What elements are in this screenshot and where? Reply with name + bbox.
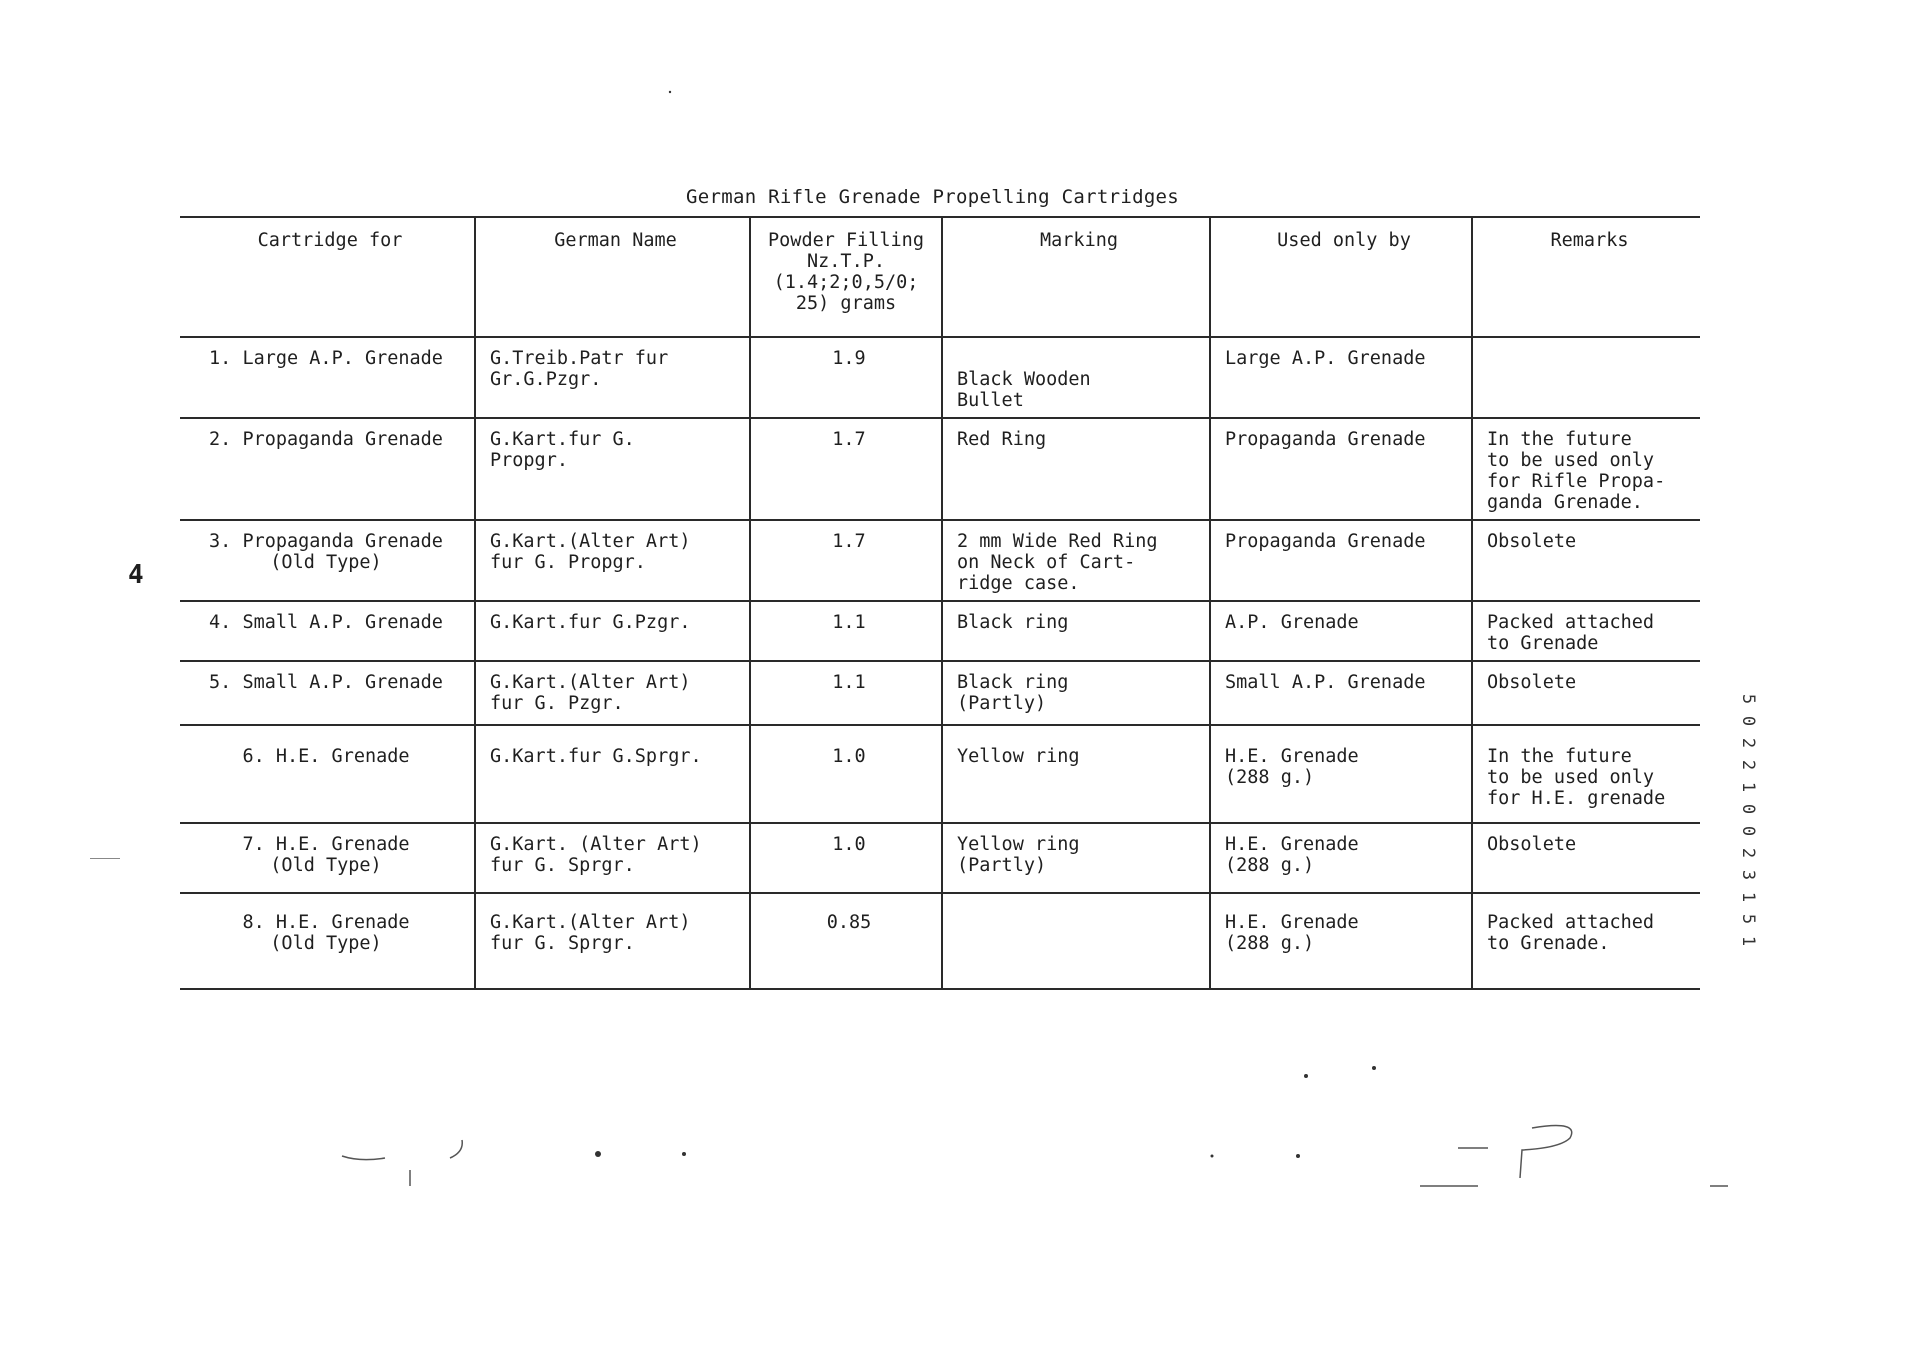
stamp-digit: 2 xyxy=(1738,737,1758,749)
cell-german-name: G.Kart. (Alter Art) fur G. Sprgr. xyxy=(475,823,750,893)
document-title: German Rifle Grenade Propelling Cartridges xyxy=(686,186,1180,208)
cell-used-by: Small A.P. Grenade xyxy=(1210,661,1472,725)
header-used-only-by: Used only by xyxy=(1210,217,1472,337)
cell-used-by: Propaganda Grenade xyxy=(1210,520,1472,601)
cell-cartridge: 4. Small A.P. Grenade xyxy=(180,601,475,661)
stamp-digit: 0 xyxy=(1738,715,1758,727)
scan-mark xyxy=(1520,1126,1572,1178)
scan-dot xyxy=(1372,1066,1376,1070)
cell-cartridge: 8. H.E. Grenade (Old Type) xyxy=(180,893,475,989)
cell-powder: 1.1 xyxy=(750,661,942,725)
cell-german-name: G.Kart.(Alter Art) fur G. Sprgr. xyxy=(475,893,750,989)
cell-remarks: Packed attached to Grenade xyxy=(1472,601,1700,661)
cell-marking: Red Ring xyxy=(942,418,1210,520)
cell-german-name: G.Treib.Patr fur Gr.G.Pzgr. xyxy=(475,337,750,418)
cell-cartridge: 5. Small A.P. Grenade xyxy=(180,661,475,725)
scan-dot xyxy=(669,91,671,93)
margin-handwritten-mark: 4 xyxy=(128,560,144,590)
cell-marking: 2 mm Wide Red Ring on Neck of Cart- ridge case. xyxy=(942,520,1210,601)
cell-used-by: H.E. Grenade (288 g.) xyxy=(1210,823,1472,893)
stamp-digit: 0 xyxy=(1738,825,1758,837)
cell-german-name: G.Kart.fur G.Sprgr. xyxy=(475,725,750,823)
header-powder-filling: Powder Filling Nz.T.P. (1.4;2;0,5/0; 25) grams xyxy=(750,217,942,337)
cell-remarks: Packed attached to Grenade. xyxy=(1472,893,1700,989)
stamp-digit: 1 xyxy=(1738,935,1758,947)
scan-dot xyxy=(1304,1074,1308,1078)
cell-cartridge: 1. Large A.P. Grenade xyxy=(180,337,475,418)
stamp-digit: 1 xyxy=(1738,891,1758,903)
stamp-digit: 0 xyxy=(1738,803,1758,815)
cell-powder: 1.9 xyxy=(750,337,942,418)
scan-dot xyxy=(595,1151,601,1157)
cell-german-name: G.Kart.fur G.Pzgr. xyxy=(475,601,750,661)
cell-german-name: G.Kart.(Alter Art) fur G. Pzgr. xyxy=(475,661,750,725)
cell-used-by: A.P. Grenade xyxy=(1210,601,1472,661)
cell-used-by: Large A.P. Grenade xyxy=(1210,337,1472,418)
cell-powder: 1.7 xyxy=(750,520,942,601)
scan-dot xyxy=(1211,1155,1214,1158)
stamp-digit: 3 xyxy=(1738,869,1758,881)
cell-marking: Black Wooden Bullet xyxy=(942,337,1210,418)
cell-used-by: Propaganda Grenade xyxy=(1210,418,1472,520)
cell-powder: 1.1 xyxy=(750,601,942,661)
stamp-digit: 2 xyxy=(1738,759,1758,771)
cell-powder: 1.0 xyxy=(750,725,942,823)
scan-dot xyxy=(682,1152,686,1156)
header-german-name: German Name xyxy=(475,217,750,337)
header-cartridge-for: Cartridge for xyxy=(180,217,475,337)
cell-used-by: H.E. Grenade (288 g.) xyxy=(1210,725,1472,823)
header-marking: Marking xyxy=(942,217,1210,337)
cell-german-name: G.Kart.fur G. Propgr. xyxy=(475,418,750,520)
cell-cartridge: 3. Propaganda Grenade (Old Type) xyxy=(180,520,475,601)
cell-marking: Black ring xyxy=(942,601,1210,661)
scan-dot xyxy=(1296,1154,1300,1158)
header-remarks: Remarks xyxy=(1472,217,1700,337)
stamp-digit: 2 xyxy=(1738,847,1758,859)
cell-used-by: H.E. Grenade (288 g.) xyxy=(1210,893,1472,989)
cell-powder: 1.0 xyxy=(750,823,942,893)
cell-remarks: Obsolete xyxy=(1472,520,1700,601)
cell-marking: Black ring (Partly) xyxy=(942,661,1210,725)
cell-remarks: Obsolete xyxy=(1472,823,1700,893)
stamp-digit: 1 xyxy=(1738,781,1758,793)
cell-cartridge: 6. H.E. Grenade xyxy=(180,725,475,823)
cell-cartridge: 2. Propaganda Grenade xyxy=(180,418,475,520)
scan-mark xyxy=(342,1156,385,1160)
cell-remarks: In the future to be used only for Rifle Propa- ganda Grenade. xyxy=(1472,418,1700,520)
cell-marking: Yellow ring xyxy=(942,725,1210,823)
cell-marking: Yellow ring (Partly) xyxy=(942,823,1210,893)
cell-german-name: G.Kart.(Alter Art) fur G. Propgr. xyxy=(475,520,750,601)
stamp-digit: 5 xyxy=(1738,913,1758,925)
cell-powder: 0.85 xyxy=(750,893,942,989)
cell-cartridge: 7. H.E. Grenade (Old Type) xyxy=(180,823,475,893)
cell-remarks: In the future to be used only for H.E. grenade xyxy=(1472,725,1700,823)
cell-remarks: Obsolete xyxy=(1472,661,1700,725)
cell-powder: 1.7 xyxy=(750,418,942,520)
stamp-digit: 5 xyxy=(1738,693,1758,705)
scan-mark xyxy=(450,1140,462,1158)
